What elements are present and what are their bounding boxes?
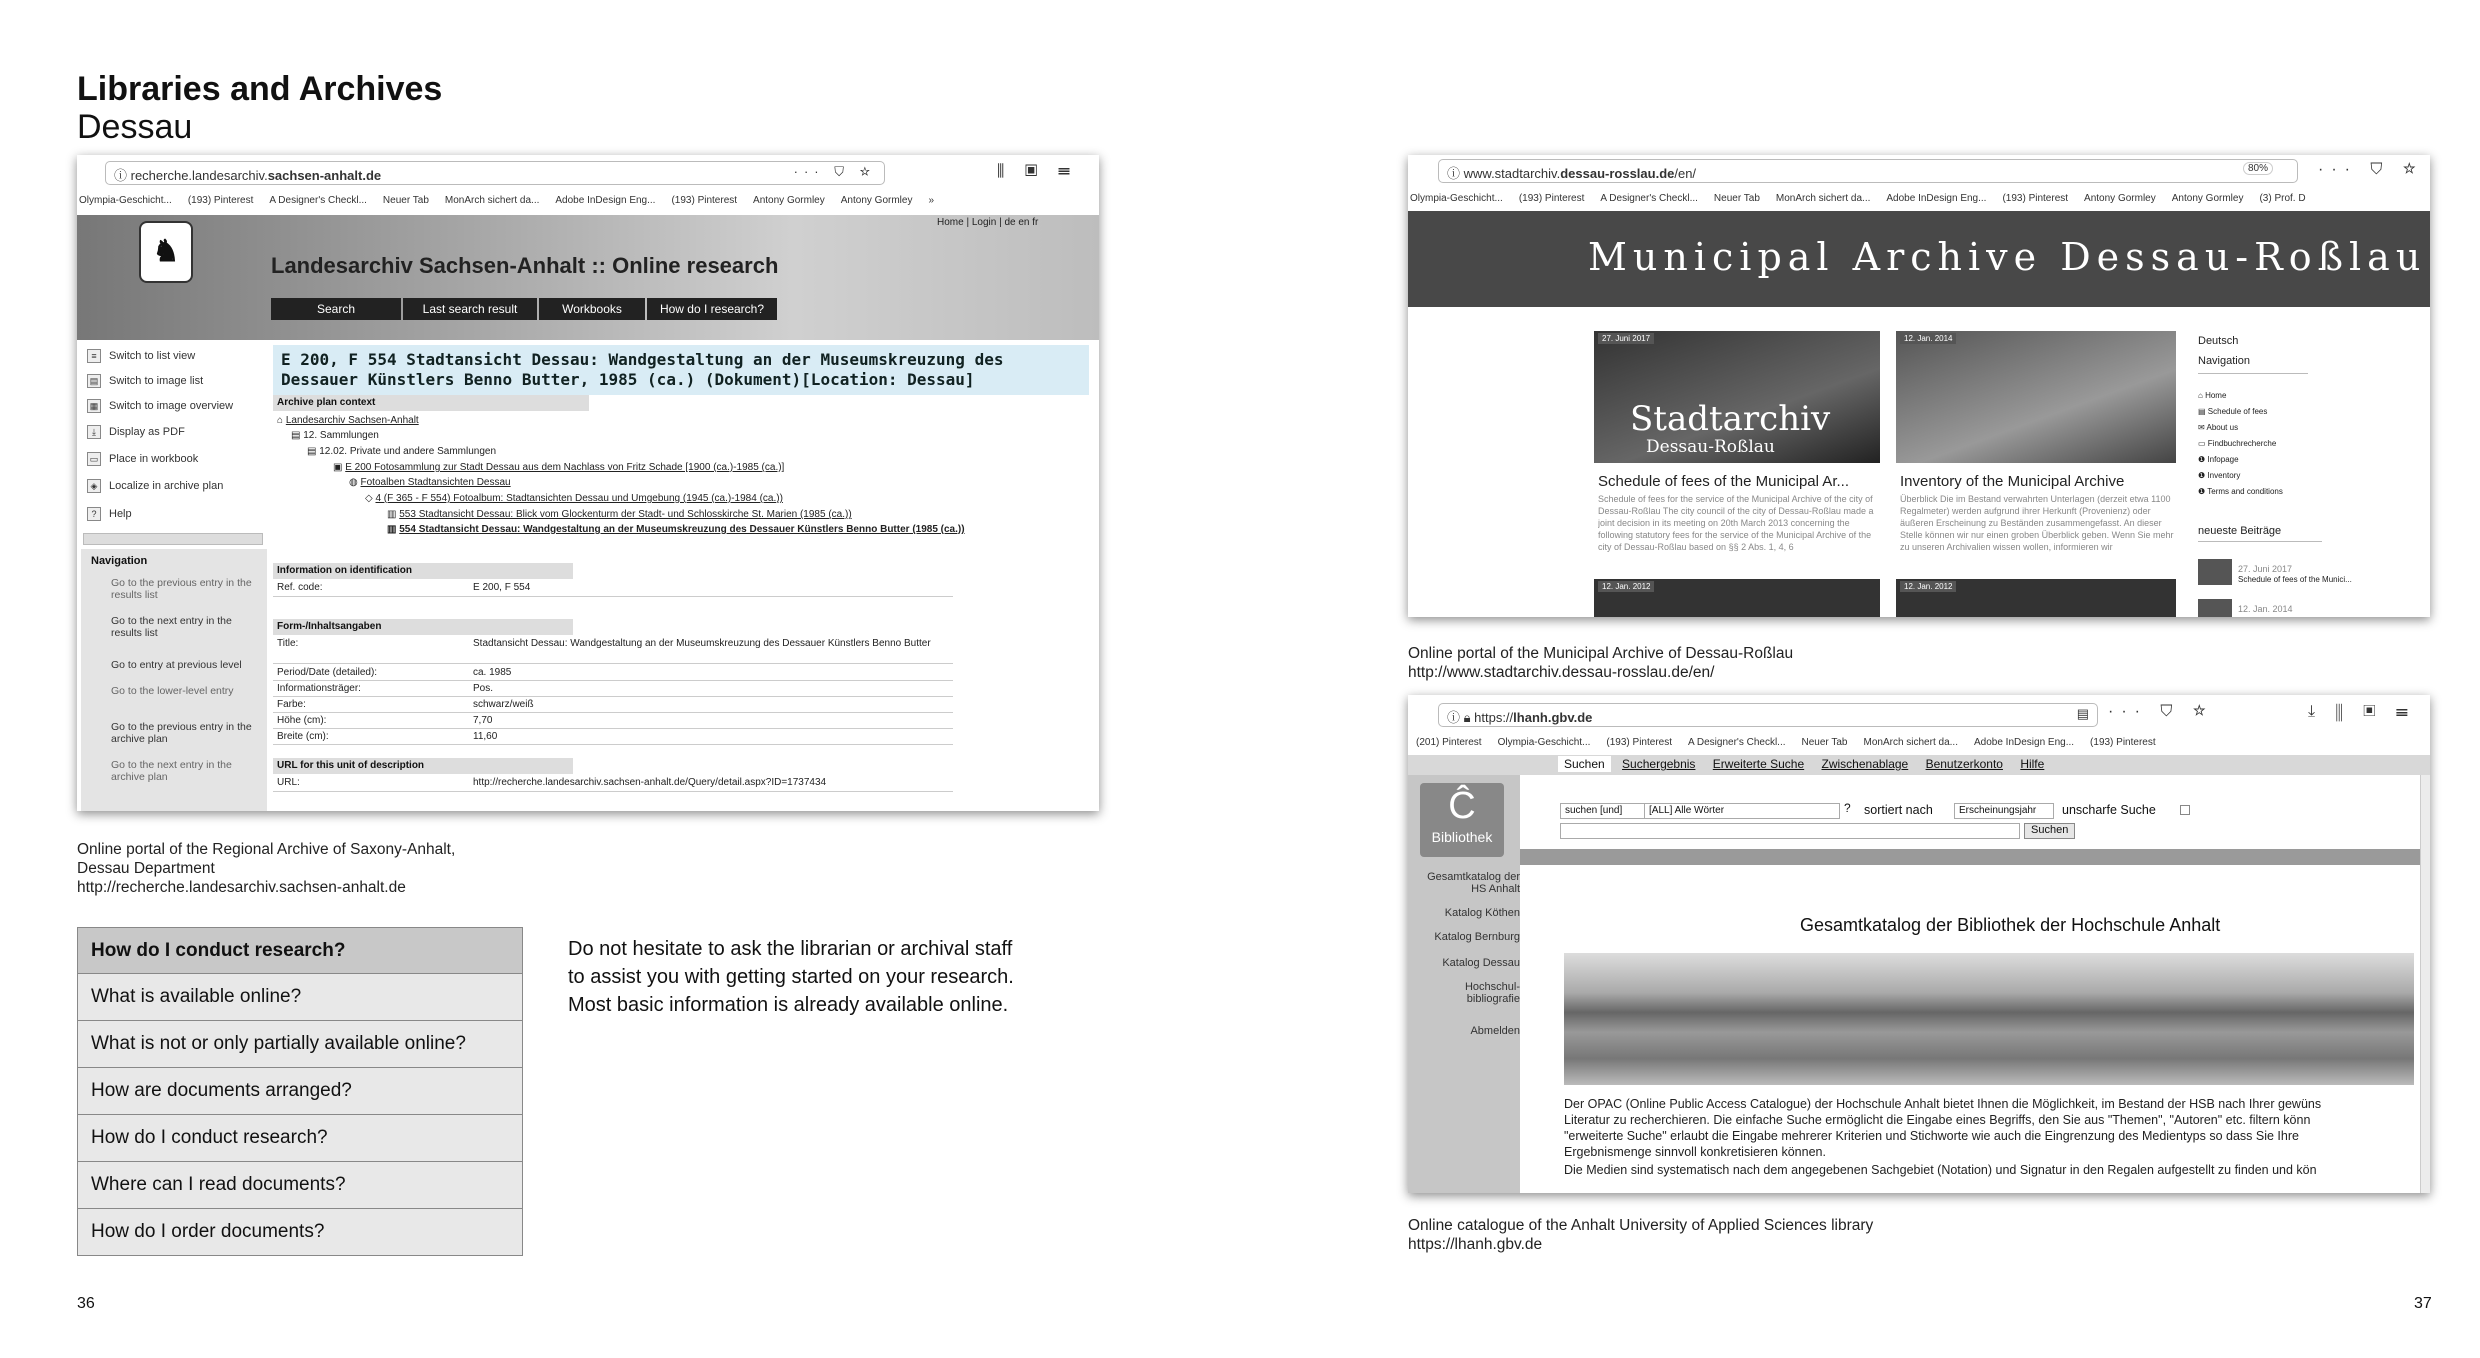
opac-text-line: "erweiterte Suche" erlaubt die Eingabe mehrerer Kriterien und Stichworte wie auch die Eingrenzung des Medientyps so dass Sie Ihre <box>1564 1129 2299 1143</box>
form-value: Pos. <box>473 683 494 694</box>
list-icon: ≡ <box>87 349 101 363</box>
site-title: Municipal Archive Dessau-Roßlau <box>1588 235 2427 279</box>
sidebar-item[interactable] <box>87 507 132 521</box>
list-icon: ▤ <box>2198 407 2208 416</box>
side-link-bernburg[interactable]: Katalog Bernburg <box>1434 931 1520 943</box>
card-image[interactable] <box>1896 331 2176 463</box>
card-date: 12. Jan. 2012 <box>1900 581 1956 592</box>
nav-how-research[interactable]: How do I research? <box>647 298 777 320</box>
bookmark[interactable]: Neuer Tab <box>1713 193 1760 204</box>
address-bar[interactable] <box>1438 703 2098 727</box>
record-heading: E 200, F 554 Stadtansicht Dessau: Wandgestaltung an der Museumskreuzung des Dessauer Künstlers Benno Butter, 1985 (ca.) (Dokument)[Location: Dessau] <box>273 345 1089 395</box>
url-text: https:// <box>1474 710 1514 725</box>
tab-results[interactable]: Suchergebnis <box>1622 757 1696 771</box>
form-key: Informationsträger: <box>277 683 361 694</box>
tree-item[interactable]: ▣ E 200 Fotosammlung zur Stadt Dessau aus dem Nachlass von Fritz Schade [1900 (ca.)-1985 (ca.)] <box>333 462 785 473</box>
nav-label: Go to the previous entry in the results list <box>111 577 252 601</box>
url-text: recherche.landesarchiv. <box>130 168 268 183</box>
bookmark[interactable]: A Designer's Checkl... <box>1600 193 1698 204</box>
tree-item[interactable]: ▤ 12. Sammlungen <box>291 430 379 441</box>
card-excerpt: Schedule of fees for the service of the Municipal Archive of the city of Dessau-Roßlau The city council of the city of Dessau-Roßlau made a joint decision in its meeting on 20th March 2013 concerning the following statutory fees for the service of the Municipal Archive of the city of Dessau-Roßlau based on §§ 2 Abs. 1, 4, 6 <box>1598 494 1874 552</box>
site-title: Landesarchiv Sachsen-Anhalt :: Online research <box>271 253 779 278</box>
nav-last-result[interactable]: Last search result <box>403 298 537 320</box>
nav-search[interactable]: Search <box>271 298 401 320</box>
help-icon: ? <box>87 507 101 521</box>
card-title[interactable]: Schedule of fees of the Municipal Ar... <box>1598 473 1849 490</box>
bookmark[interactable]: Olympia-Geschicht... <box>79 195 172 206</box>
caption-landesarchiv <box>77 840 455 897</box>
tab-help[interactable]: Hilfe <box>2020 757 2045 771</box>
info-icon: ⓘ <box>114 168 131 183</box>
sidebar-item[interactable] <box>87 479 223 493</box>
card-date: 12. Jan. 2014 <box>1900 333 1956 344</box>
bookmark[interactable]: Antony Gormley <box>2171 193 2244 204</box>
row-divider <box>273 791 953 792</box>
news-date: 27. Juni 2017 <box>2238 564 2293 574</box>
opac-text-line: Der OPAC (Online Public Access Catalogue) der Hochschule Anhalt bietet Ihnen die Möglichkeit, im Bestand der HSB nach Ihrer gewüns <box>1564 1097 2322 1111</box>
paragraph-line: to assist you with getting started on your research. <box>568 966 1014 988</box>
bookmark[interactable]: (201) Pinterest <box>1416 737 1482 748</box>
form-key: Title: <box>277 638 299 649</box>
document-icon: ▥ <box>387 524 400 535</box>
toolbar-icons[interactable]: ⫼ ▣ ☰ <box>997 163 1079 180</box>
toolbar-icons-right[interactable]: ⤓ ⫼ ▣ ☰ <box>2308 703 2416 720</box>
page-number-right: 37 <box>2414 1295 2432 1312</box>
news-date: 12. Jan. 2014 <box>2238 604 2293 614</box>
screenshot-municipal-archive <box>1408 155 2430 617</box>
folder-icon: ▤ <box>291 430 304 441</box>
row-divider <box>273 680 953 681</box>
faq-item[interactable]: How are documents arranged? <box>77 1068 523 1115</box>
bookmark[interactable]: (193) Pinterest <box>2002 193 2069 204</box>
search-input[interactable] <box>1560 823 2020 839</box>
faq-item[interactable]: How do I conduct research? <box>77 927 523 974</box>
search-button[interactable]: Suchen <box>2024 823 2075 839</box>
faq-item[interactable]: Where can I read documents? <box>77 1162 523 1209</box>
language-link[interactable]: Deutsch <box>2198 335 2239 347</box>
paragraph-line: Most basic information is already available online. <box>568 994 1009 1016</box>
nav-label: Go to the previous entry in the archive plan <box>111 721 252 745</box>
sidebar-divider <box>83 533 263 545</box>
info-icon: ❶ <box>2198 487 2208 496</box>
bookmark[interactable]: Neuer Tab <box>382 195 429 206</box>
zoom-level[interactable]: 80% <box>2243 162 2273 175</box>
nav-up-level[interactable] <box>87 659 273 671</box>
toolbar-icons[interactable]: ··· ⛉ ☆ <box>2108 703 2214 720</box>
scrollbar[interactable] <box>2420 775 2430 1193</box>
caption-library-catalogue <box>1408 1216 1873 1254</box>
caption-municipal-archive <box>1408 644 1793 682</box>
row-divider <box>273 696 953 697</box>
toolbar-icons[interactable]: ··· ⛉ ☆ <box>2318 161 2424 178</box>
bookmark[interactable]: (193) Pinterest <box>671 195 738 206</box>
fuzzy-search-label: unscharfe Suche <box>2062 803 2156 817</box>
tab-advanced[interactable]: Erweiterte Suche <box>1712 757 1805 771</box>
opac-text-line: Die Medien sind systematisch nach dem angegebenen Sachgebiet (Notation) und Signatur in den Regalen aufgestellt zu finden und kön <box>1564 1163 2317 1177</box>
faq-item[interactable]: What is not or only partially available online? <box>77 1021 523 1068</box>
ref-code-value: E 200, F 554 <box>473 582 531 593</box>
album-icon: ◇ <box>365 493 376 504</box>
stadtarchiv-logo-sub: Dessau-Roßlau <box>1646 437 1775 457</box>
info-icon: ❶ <box>2198 455 2208 464</box>
lock-icon: ⓘ 🔒︎ <box>1447 710 1475 725</box>
bookmark[interactable]: Antony Gormley <box>840 195 913 206</box>
bookmark[interactable]: MonArch sichert da... <box>1863 737 1958 748</box>
nav-next-result[interactable] <box>87 615 263 639</box>
sort-label: sortiert nach <box>1864 803 1933 817</box>
search-field-select[interactable]: [ALL] Alle Wörter <box>1644 803 1840 819</box>
library-logo-label: Bibliothek <box>1431 829 1493 845</box>
address-bar[interactable] <box>105 161 885 185</box>
nav-label: Go to the next entry in the archive plan <box>111 759 232 783</box>
url-value[interactable]: http://recherche.landesarchiv.sachsen-anhalt.de/Query/detail.aspx?ID=1737434 <box>473 777 827 788</box>
url-actions-icon[interactable]: ··· ⛉ ☆ <box>793 164 876 179</box>
card-title[interactable]: Inventory of the Municipal Archive <box>1900 473 2125 490</box>
album-icon: ◍ <box>349 477 361 488</box>
sidebar-label: Switch to image overview <box>109 399 234 412</box>
intro-paragraph <box>568 935 1014 1019</box>
nav-prev-plan[interactable] <box>87 721 263 745</box>
bookmark[interactable]: (193) Pinterest <box>2090 737 2156 748</box>
tab-account[interactable]: Benutzerkonto <box>1925 757 2003 771</box>
top-links[interactable]: Home | Login | de en fr <box>937 217 1039 228</box>
url-domain: sachsen-anhalt.de <box>267 168 382 183</box>
page-number-left: 36 <box>77 1295 95 1312</box>
sidebar-item[interactable] <box>87 425 185 439</box>
nav-label: Go to entry at previous level <box>111 659 242 671</box>
side-link-bibliografie-line1[interactable]: Hochschul- <box>1464 981 1520 993</box>
bookmark[interactable]: A Designer's Checkl... <box>1688 737 1786 748</box>
caption-line: http://recherche.landesarchiv.sachsen-anhalt.de <box>77 879 406 896</box>
tree-item-current[interactable]: ▥ 554 Stadtansicht Dessau: Wandgestaltung an der Museumskreuzung des Dessauer Künstlers Benno Butter (1985 (ca.)) <box>387 524 965 535</box>
help-icon[interactable]: ? <box>1844 801 1851 815</box>
coat-of-arms-logo: ♞ <box>139 221 193 283</box>
tree-item[interactable]: ◍ Fotoalben Stadtansichten Dessau <box>349 477 511 488</box>
form-value: Stadtansicht Dessau: Wandgestaltung an der Museumskreuzung des Dessauer Künstlers Benno Butter <box>473 638 931 649</box>
news-title[interactable]: Schedule of fees of the Munici... <box>2238 575 2352 584</box>
faq-item[interactable]: How do I conduct research? <box>77 1115 523 1162</box>
caption-line: Dessau Department <box>77 860 215 877</box>
opac-text-line: Literatur zu recherchieren. Die einfache Suche ermöglicht die Eingabe eines Begriffs, den Sie aus "Themen", "Autoren" etc. filtern könn <box>1564 1113 2311 1127</box>
section-archive-plan: Archive plan context <box>273 395 589 411</box>
nav-next-plan[interactable] <box>87 759 263 783</box>
form-value: schwarz/weiß <box>473 699 534 710</box>
document-icon: ▥ <box>387 509 400 520</box>
paragraph-line: Do not hesitate to ask the librarian or archival staff <box>568 938 1013 960</box>
image-list-icon: ▤ <box>87 374 101 388</box>
caption-line: Online portal of the Municipal Archive of Dessau-Roßlau <box>1408 645 1794 662</box>
sidebar-item[interactable] <box>87 349 195 363</box>
nav-prev-result[interactable] <box>87 577 263 601</box>
form-key: Farbe: <box>277 699 306 710</box>
sidebar-label: Place in workbook <box>109 452 199 465</box>
sidebar-item[interactable] <box>87 452 198 466</box>
fuzzy-search-checkbox[interactable] <box>2180 805 2190 815</box>
news-divider <box>2198 541 2322 542</box>
bookmark[interactable]: (193) Pinterest <box>1518 193 1585 204</box>
book-icon: ▭ <box>2198 439 2208 448</box>
bookmarks-bar <box>79 195 950 206</box>
nav-label: Go to the lower-level entry <box>111 685 234 697</box>
bookmark[interactable]: (193) Pinterest <box>1606 737 1672 748</box>
section-url: URL for this unit of description <box>273 758 573 774</box>
bookmark[interactable]: MonArch sichert da... <box>1775 193 1871 204</box>
info-icon: ⓘ <box>1447 166 1464 181</box>
bookmark[interactable]: (3) Prof. D <box>2259 193 2306 204</box>
card-date: 27. Juni 2017 <box>1598 333 1654 344</box>
side-link-koethen[interactable]: Katalog Köthen <box>1444 907 1520 919</box>
reader-icon[interactable]: ▤ <box>2076 706 2089 721</box>
sort-select[interactable]: Erscheinungsjahr <box>1954 803 2054 819</box>
sidebar-label: Help <box>109 507 132 520</box>
caption-line: Online portal of the Regional Archive of Saxony-Anhalt, <box>77 841 456 858</box>
row-divider <box>273 744 953 745</box>
tab-clipboard[interactable]: Zwischenablage <box>1821 757 1909 771</box>
sidebar-label: Display as PDF <box>109 425 185 438</box>
tab-row <box>1558 757 2044 771</box>
form-value: 7,70 <box>473 715 493 726</box>
bookmarks-bar <box>1410 193 2322 204</box>
tab-search[interactable]: Suchen <box>1558 756 1611 772</box>
nav-down-level[interactable] <box>87 685 263 697</box>
screenshot-landesarchiv <box>77 155 1099 811</box>
sidebar-label: Switch to list view <box>109 349 196 362</box>
page-title: Libraries and Archives <box>77 70 443 108</box>
news-thumb[interactable] <box>2198 599 2232 617</box>
library-logo <box>1420 783 1504 857</box>
faq-item[interactable]: What is available online? <box>77 974 523 1021</box>
side-link-bibliografie-line2[interactable]: bibliografie <box>1466 993 1520 1005</box>
bookmark[interactable]: Antony Gormley <box>2084 193 2156 204</box>
caption-line: http://www.stadtarchiv.dessau-rosslau.de/en/ <box>1408 664 1715 681</box>
ref-code-key: Ref. code: <box>277 582 323 593</box>
campus-photo <box>1564 953 2414 1085</box>
bookmark[interactable]: Olympia-Geschicht... <box>1410 193 1503 204</box>
nav-label: Go to the next entry in the results list <box>111 615 232 639</box>
row-divider <box>273 712 953 713</box>
url-path: /en/ <box>1674 166 1697 181</box>
bookmark[interactable]: Antony Gormley <box>753 195 825 206</box>
side-link-logout[interactable]: Abmelden <box>1470 1025 1520 1037</box>
url-key: URL: <box>277 777 300 788</box>
form-key: Höhe (cm): <box>277 715 327 726</box>
section-identification: Information on identification <box>273 563 573 579</box>
bookmark[interactable]: A Designer's Checkl... <box>269 195 367 206</box>
menu-item[interactable]: ▤ Schedule of fees <box>2198 407 2268 416</box>
row-divider <box>273 663 953 664</box>
workbook-icon: ▭ <box>87 452 101 466</box>
sidebar-item[interactable] <box>87 374 203 388</box>
caption-line: Online catalogue of the Anhalt University of Applied Sciences library <box>1408 1217 1874 1234</box>
menu-item[interactable]: ❶ Infopage <box>2198 455 2239 464</box>
url-domain: lhanh.gbv.de <box>1513 710 1593 725</box>
form-value: 11,60 <box>473 731 498 742</box>
screenshot-library-catalogue <box>1408 695 2430 1193</box>
divider-band <box>1520 849 2430 865</box>
pdf-icon: ⤓ <box>87 425 101 439</box>
tree-item[interactable]: ⌂ Landesarchiv Sachsen-Anhalt <box>277 415 419 426</box>
menu-item[interactable]: ❶ Inventory <box>2198 471 2241 480</box>
bookmark[interactable]: (193) Pinterest <box>187 195 254 206</box>
menu-label: Navigation <box>2198 355 2250 367</box>
news-thumb[interactable] <box>2198 559 2232 585</box>
tree-item[interactable]: ▤ 12.02. Private und andere Sammlungen <box>307 446 497 457</box>
mail-icon: ✉ <box>2198 423 2207 432</box>
info-icon: ❶ <box>2198 471 2208 480</box>
bookmark[interactable]: Adobe InDesign Eng... <box>1973 737 2075 748</box>
bookmark[interactable]: Olympia-Geschicht... <box>1497 737 1591 748</box>
menu-item[interactable]: ⌂ Home <box>2198 391 2227 400</box>
menu-divider <box>2198 373 2308 374</box>
side-link-gesamtkatalog-line1[interactable]: Gesamtkatalog der <box>1427 871 1520 883</box>
faq-list <box>77 927 523 1256</box>
folder-icon: ▤ <box>307 446 320 457</box>
home-icon: ⌂ <box>277 415 286 426</box>
sidebar-label: Localize in archive plan <box>109 479 224 492</box>
opac-text-line: Ergebnismenge sinnvoll konkretisieren können. <box>1564 1145 1826 1159</box>
library-logo-icon: Ĉ <box>1448 785 1476 827</box>
address-bar[interactable] <box>1438 159 2298 183</box>
card-excerpt: Überblick Die im Bestand verwahrten Unterlagen (derzeit etwa 1100 Regalmeter) werden aufgrund ihrer Herkunft (Provenienz) oder äußeren Erscheinung zu Beständen zusammengefasst. An dieser Stelle können wir nur einen groben Überblick geben. Wenn Sie mehr zu unseren Archivalien wissen wollen, informieren wir <box>1900 494 2174 552</box>
bookmarks-bar <box>1416 737 2172 748</box>
bookmark[interactable]: Neuer Tab <box>1801 737 1848 748</box>
form-key: Period/Date (detailed): <box>277 667 378 678</box>
form-key: Breite (cm): <box>277 731 329 742</box>
navigation-label: Navigation <box>91 555 148 567</box>
row-divider <box>273 728 953 729</box>
stadtarchiv-logo: Stadtarchiv <box>1630 399 1831 439</box>
folder-icon: ▣ <box>333 462 346 473</box>
url-text: www.stadtarchiv. <box>1463 166 1561 181</box>
news-label: neueste Beiträge <box>2198 525 2282 537</box>
page-subtitle: Dessau <box>77 108 193 146</box>
bookmark[interactable]: Adobe InDesign Eng... <box>555 195 656 206</box>
tree-item[interactable]: ◇ 4 (F 365 - F 554) Fotoalbum: Stadtansichten Dessau und Umgebung (1945 (ca.)-1984 (ca.)) <box>365 493 783 504</box>
faq-item[interactable]: How do I order documents? <box>77 1209 523 1256</box>
catalogue-heading: Gesamtkatalog der Bibliothek der Hochschule Anhalt <box>1800 915 2221 935</box>
menu-item[interactable]: ▭ Findbuchrecherche <box>2198 439 2277 448</box>
form-value: ca. 1985 <box>473 667 512 678</box>
side-link-dessau[interactable]: Katalog Dessau <box>1442 957 1520 969</box>
nav-workbooks[interactable]: Workbooks <box>539 298 645 320</box>
url-domain: dessau-rosslau.de <box>1560 166 1675 181</box>
home-icon: ⌂ <box>2198 391 2206 400</box>
sidebar-label: Switch to image list <box>109 374 204 387</box>
row-divider <box>273 596 953 597</box>
side-link-gesamtkatalog-line2[interactable]: HS Anhalt <box>1471 883 1520 895</box>
chevron-right-icon[interactable]: » <box>928 195 935 206</box>
caption-line: https://lhanh.gbv.de <box>1408 1236 1543 1253</box>
bookmark[interactable]: MonArch sichert da... <box>444 195 540 206</box>
card-date: 12. Jan. 2012 <box>1598 581 1654 592</box>
section-form: Form-/Inhaltsangaben <box>273 619 573 635</box>
search-operator-select[interactable]: suchen [und] <box>1560 803 1780 819</box>
menu-item[interactable]: ❶ Terms and conditions <box>2198 487 2283 496</box>
locate-icon: ◈ <box>87 479 101 493</box>
menu-item[interactable]: ✉ About us <box>2198 423 2239 432</box>
bookmark[interactable]: Adobe InDesign Eng... <box>1886 193 1987 204</box>
tree-item[interactable]: ▥ 553 Stadtansicht Dessau: Blick vom Glockenturm der Stadt- und Schlosskirche St. Marien (1985 (ca.)) <box>387 509 852 520</box>
grid-icon: ▦ <box>87 399 101 413</box>
sidebar-item[interactable] <box>87 399 233 413</box>
